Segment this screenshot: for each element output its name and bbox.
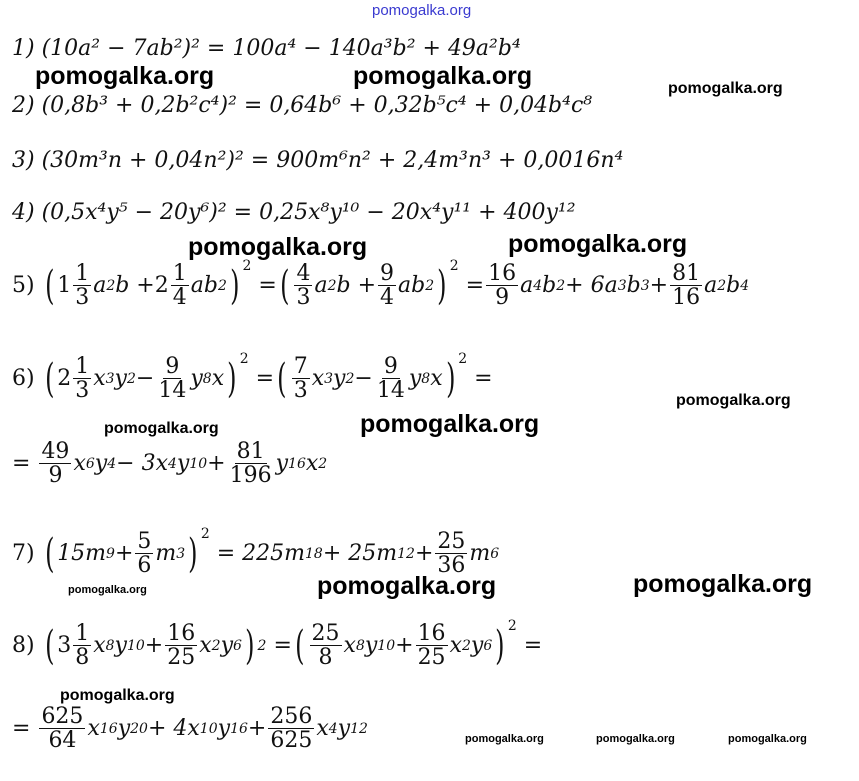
watermark: pomogalka.org	[68, 584, 147, 596]
watermark: pomogalka.org	[60, 687, 175, 704]
watermark: pomogalka.org	[633, 570, 813, 598]
equation-7: 7) ( 15m 9 + $\frac{5}{6}$ m 3 ) 2 = 225m 18 + 25m 12 + $\frac{25}{36}$ m 6	[12, 526, 500, 579]
equation-8-continued: = $\frac{625}{64}$ x 16 y 20 + 4x 10 y 16 + $\frac{256}{625}$ x 4 y 12	[12, 704, 368, 754]
watermark: pomogalka.org	[188, 233, 368, 261]
watermark: pomogalka.org	[35, 62, 215, 90]
watermark: pomogalka.org	[508, 230, 688, 258]
equation-6-continued: = $\frac{49}{9}$ x 6 y 4 − 3x 4 y 10 + $\frac{81}{196}$ y 16 x 2	[12, 439, 328, 489]
watermark: pomogalka.org	[465, 733, 544, 745]
watermark: pomogalka.org	[353, 62, 533, 90]
equation-5: 5) ( 1 $\frac{1}{3}$ a 2 b + 2 $\frac{1}{4}$ ab 2 ) 2 = ( $\frac{4}{3}$ a 2 b + $\frac{9}{4}$ ab 2 ) 2 = $\frac{16}{9}$ a 4 b 2 + 6a 3 b 3 + $\frac{81}{16}$ a 2 b 4	[12, 258, 750, 311]
equation-6: 6) ( 2 $\frac{1}{3}$ x 3 y 2 − $\frac{9}{14}$ y 8 x ) 2 = ( $\frac{7}{3}$ x 3 y 2 − $\frac{9}{14}$ y 8 x ) 2 =	[12, 351, 493, 404]
watermark: pomogalka.org	[728, 733, 807, 745]
watermark: pomogalka.org	[104, 420, 219, 437]
watermark: pomogalka.org	[676, 392, 791, 409]
watermark: pomogalka.org	[596, 733, 675, 745]
equation-8: 8) ( 3 $\frac{1}{8}$ x 8 y 10 + $\frac{16}{25}$ x 2 y 6 ) 2 = ( $\frac{25}{8}$ x 8 y 10 + $\frac{16}{25}$ x 2 y 6 ) 2 =	[12, 618, 543, 671]
watermark: pomogalka.org	[668, 80, 783, 97]
watermark: pomogalka.org	[317, 572, 497, 600]
equation-2: 2) (0,8b³ + 0,2b²c⁴)² = 0,64b⁶ + 0,32b⁵c⁴ + 0,04b⁴c⁸	[12, 93, 593, 118]
equation-4: 4) (0,5x⁴y⁵ − 20y⁶)² = 0,25x⁸y¹⁰ − 20x⁴y¹¹ + 400y¹²	[12, 200, 576, 225]
equation-3: 3) (30m³n + 0,04n²)² = 900m⁶n² + 2,4m³n³ + 0,0016n⁴	[12, 148, 624, 173]
equation-1: 1) (10a² − 7ab²)² = 100a⁴ − 140a³b² + 49a²b⁴	[12, 36, 521, 61]
site-link[interactable]: pomogalka.org	[372, 2, 472, 19]
watermark: pomogalka.org	[360, 410, 540, 438]
